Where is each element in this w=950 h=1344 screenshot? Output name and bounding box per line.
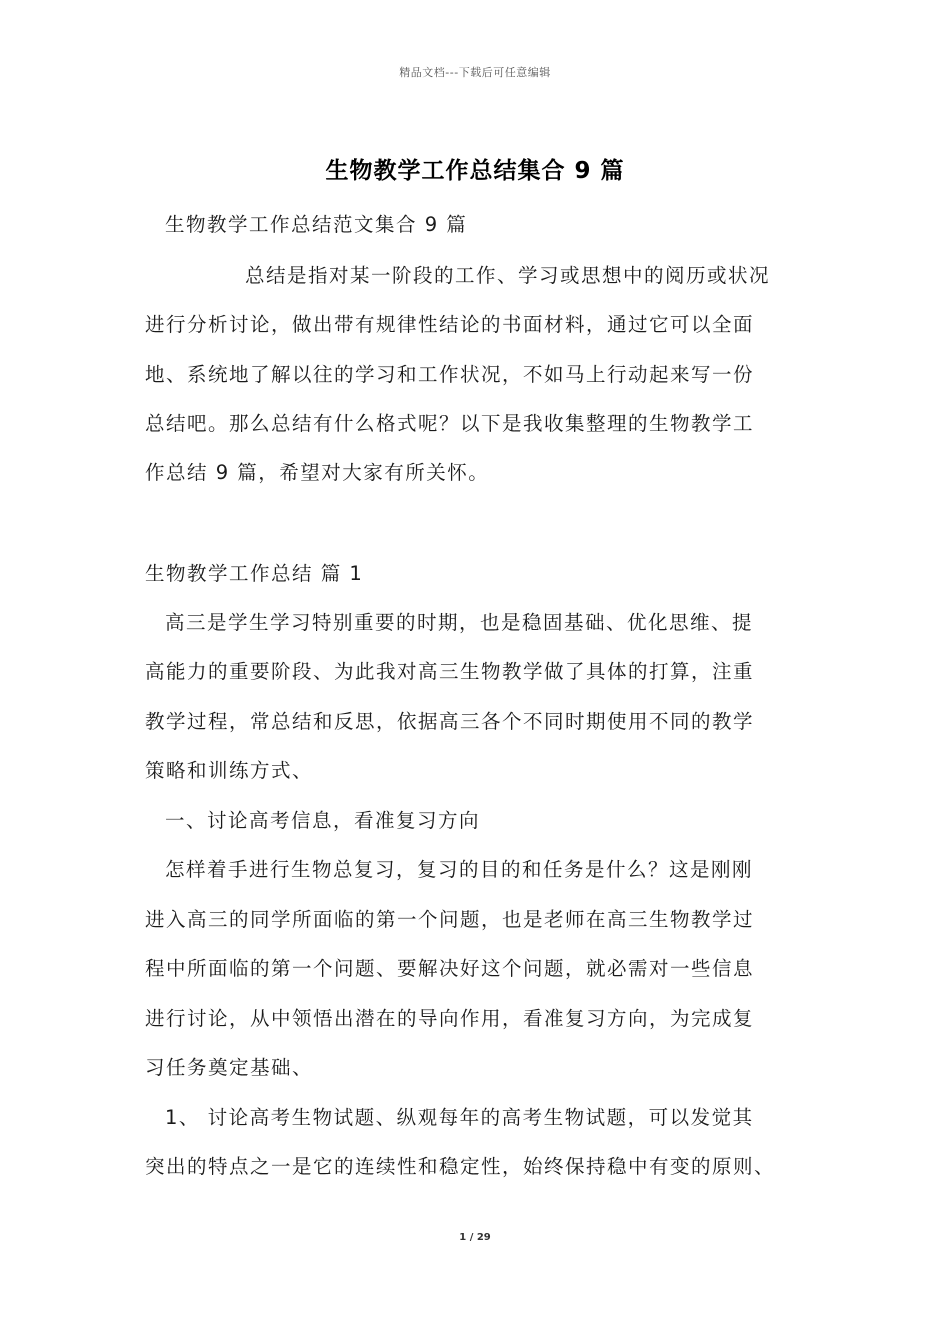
paragraph-line: 进入高三的同学所面临的第一个问题，也是老师在高三生物教学过 [145,908,755,931]
paragraph-line: 高能力的重要阶段、为此我对高三生物教学做了具体的打算，注重 [145,660,755,683]
header-note: 精品文档---下载后可任意编辑 [399,66,551,79]
paragraph-line: 作总结 9 篇，希望对大家有所关怀。 [145,461,490,484]
paragraph-line: 程中所面临的第一个问题、要解决好这个问题，就必需对一些信息 [145,957,755,980]
section-heading: 生物教学工作总结 篇 1 [145,562,364,585]
paragraph-line: 进行分析讨论，做出带有规律性结论的书面材料，通过它可以全面 [145,313,755,336]
paragraph-line: 教学过程，常总结和反思，依据高三各个不同时期使用不同的教学 [145,710,755,733]
document-title: 生物教学工作总结集合 9 篇 [325,158,625,184]
paragraph-line: 地、系统地了解以往的学习和工作状况，不如马上行动起来写一份 [145,363,755,386]
subsection-heading: 一、讨论高考信息，看准复习方向 [165,809,481,832]
subtitle-line: 生物教学工作总结范文集合 9 篇 [165,213,468,236]
page-number: 1 / 29 [459,1232,491,1243]
paragraph-line: 策略和训练方式、 [145,759,314,782]
paragraph-line: 总结是指对某一阶段的工作、学习或思想中的阅历或状况 [245,264,771,287]
paragraph-line: 突出的特点之一是它的连续性和稳定性，始终保持稳中有变的原则、 [145,1155,776,1178]
paragraph-line: 进行讨论，从中领悟出潜在的导向作用，看准复习方向，为完成复 [145,1007,755,1030]
paragraph-line: 高三是学生学习特别重要的时期，也是稳固基础、优化思维、提 [165,611,754,634]
paragraph-line: 怎样着手进行生物总复习，复习的目的和任务是什么？这是刚刚 [165,858,754,881]
paragraph-line: 习任务奠定基础、 [145,1056,314,1079]
numbered-item-line: 1、 讨论高考生物试题、纵观每年的高考生物试题，可以发觉其 [165,1106,754,1129]
paragraph-line: 总结吧。那么总结有什么格式呢？以下是我收集整理的生物教学工 [145,412,755,435]
